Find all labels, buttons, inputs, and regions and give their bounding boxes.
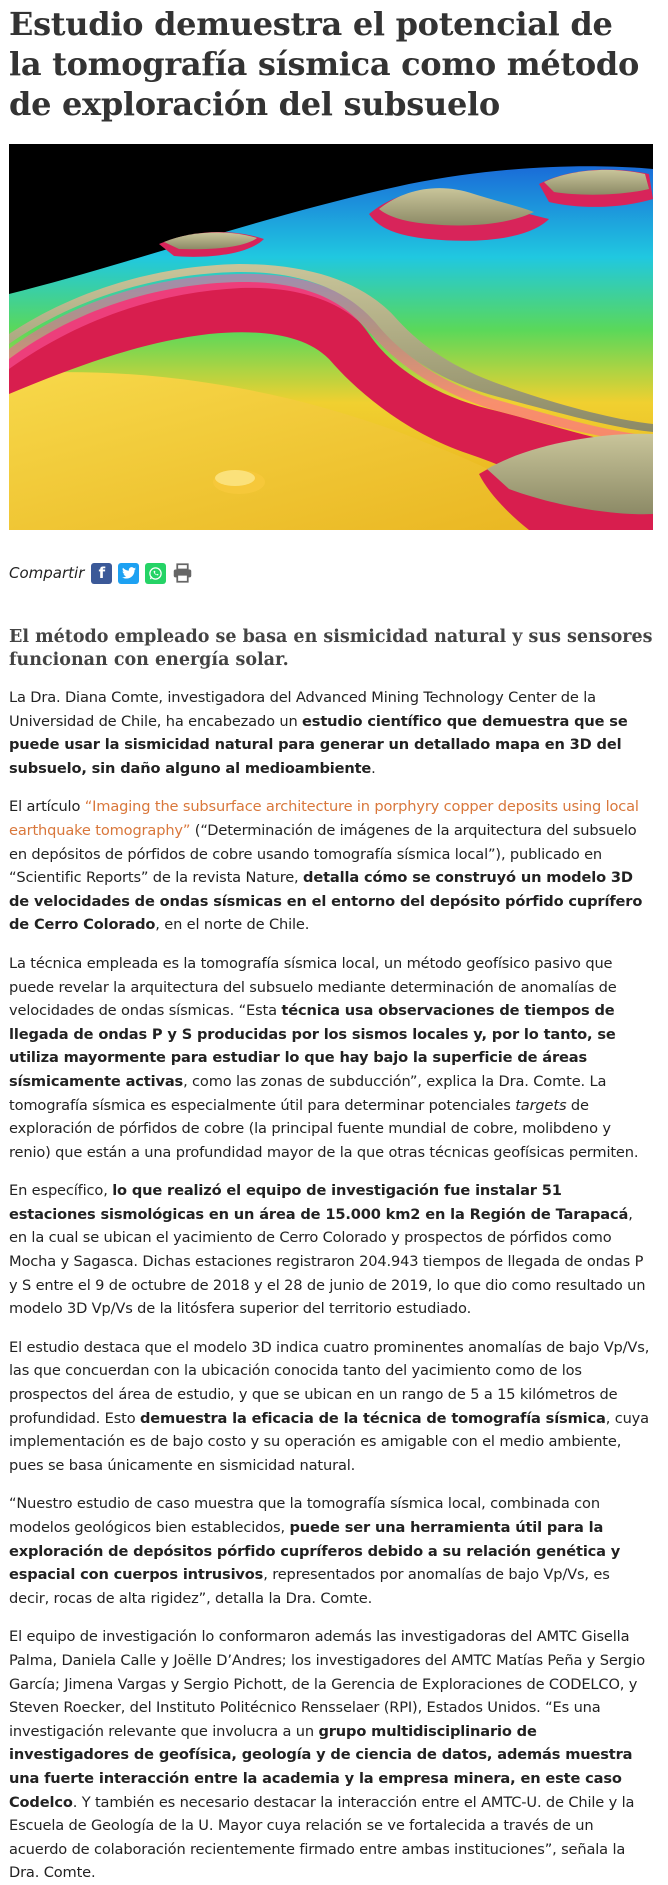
text-run: , en la cual se ubican el yacimiento de Cerro Colorado y prospectos de pórfidos como Mocha y Sagasca. Dichas estaciones registraron 204.943 tiempos de llegada de ondas P y S entre el 9 de octubre de 2018 y el 28 de junio de 2019, lo que dio como resultado un modelo 3D Vp/Vs de la litósfera superior del territorio estudiado. <box>9 1205 646 1318</box>
bold-text: técnica usa observaciones de tiempos de llegada de ondas P y S producidas por los sismos locales y, por lo tanto, se utiliza mayormente para estudiar lo que hay bajo la superficie de áreas sísmicamente activas <box>9 1002 616 1090</box>
bold-text: puede ser una herramienta útil para la exploración de depósitos pórfido cupríferos debido a su relación genética y espacial con cuerpos intrusivos <box>9 1519 621 1584</box>
share-bar <box>9 560 653 586</box>
paragraph <box>9 1336 653 1478</box>
twitter-icon[interactable] <box>118 563 139 584</box>
paragraph <box>9 1179 653 1321</box>
text-run: El estudio destaca que el modelo 3D indica cuatro prominentes anomalías de bajo Vp/Vs, las que concuerdan con la ubicación conocida tanto del yacimiento como de los prospectos del área de estudio, y que se ubican en un rango de 5 a 15 kilómetros de profundidad. Esto <box>9 1338 650 1427</box>
article-link[interactable]: “Imaging the subsurface architecture in porphyry copper deposits using local earthquake tomography” <box>9 798 639 839</box>
article-title: Estudio demuestra el potencial de la tomografía sísmica como método de exploración del subsuelo <box>9 5 640 123</box>
italic-text: targets <box>515 1096 567 1114</box>
text-run: . Y también es necesario destacar la interacción entre el AMTC-U. de Chile y la Escuela de Geología de la U. Mayor cuya relación se ve fortalecida a través de un acuerdo de colaboración recientemente firmado entre ambas instituciones”, señala la Dra. Comte. <box>9 1793 635 1882</box>
whatsapp-icon[interactable] <box>145 563 166 584</box>
bold-text: detalla cómo se construyó un modelo 3D de velocidades de ondas sísmicas en el entorno del depósito pórfido cuprífero de Cerro Colorado <box>9 869 643 934</box>
share-label: Compartir <box>9 564 85 582</box>
text-run: , cuya implementación es de bajo costo y su operación es amigable con el medio ambiente, pues se basa únicamente en sismicidad natural. <box>9 1409 649 1474</box>
bold-text: grupo multidisciplinario de investigadores de geofísica, geología y de ciencia de datos, además muestra una fuerte interacción entre la academia y la empresa minera, en este caso Codelco <box>9 1722 633 1811</box>
text-run: El equipo de investigación lo conformaron además las investigadoras del AMTC Gisella Palma, Daniela Calle y Joëlle D’Andres; los investigadores del AMTC Matías Peña y Sergio García; Jimena Vargas y Sergio Pichott, de la Gerencia de Exploraciones de CODELCO, y Steven Roecker, del Instituto Politécnico Rensselaer (RPI), Estados Unidos. “Es una investigación relevante que involucra a un <box>9 1628 646 1740</box>
paragraph <box>9 952 653 1164</box>
bold-text: demuestra la eficacia de la técnica de tomografía sísmica <box>140 1409 606 1427</box>
print-icon[interactable] <box>172 563 193 584</box>
text-run: de exploración de pórfidos de cobre (la principal fuente mundial de cobre, molibdeno y renio) que están a una profundidad mayor de la que otras técnicas geofísicas permiten. <box>9 1096 639 1161</box>
text-run: “Nuestro estudio de caso muestra que la tomografía sísmica local, combinada con modelos geológicos bien establecidos, <box>9 1495 600 1536</box>
bold-text: lo que realizó el equipo de investigación fue instalar 51 estaciones sismológicas en un área de 15.000 km2 en la Región de Tarapacá <box>9 1182 629 1223</box>
seismic-terrain-image <box>9 144 653 530</box>
text-run: En específico, <box>9 1182 113 1200</box>
bold-text: estudio científico que demuestra que se puede usar la sismicidad natural para generar un detallado mapa en 3D del subsuelo, sin daño alguno al medioambiente <box>9 712 628 777</box>
text-run: , en el norte de Chile. <box>155 916 310 934</box>
article-subtitle: El método empleado se basa en sismicidad natural y sus sensores funcionan con energía solar. <box>9 627 653 670</box>
article-body <box>9 686 653 1885</box>
paragraph <box>9 795 653 937</box>
text-run: (“Determinación de imágenes de la arquitectura del subsuelo en depósitos de pórfidos de cobre usando tomografía sísmica local”), publicado en “Scientific Reports” de la revista Nature, <box>9 821 637 887</box>
text-run: El artículo <box>9 798 85 816</box>
text-run: . <box>371 759 376 777</box>
text-run: La técnica empleada es la tomografía sísmica local, un método geofísico pasivo que puede revelar la arquitectura del subsuelo mediante determinación de anomalías de velocidades de ondas sísmicas. “Esta <box>9 954 617 1020</box>
facebook-icon[interactable]: f <box>91 563 112 584</box>
article <box>0 4 668 1885</box>
paragraph <box>9 686 653 780</box>
text-run: La Dra. Diana Comte, investigadora del Advanced Mining Technology Center de la Universidad de Chile, ha encabezado un <box>9 689 596 730</box>
paragraph <box>9 1625 653 1885</box>
text-run: , representados por anomalías de bajo Vp/Vs, es decir, rocas de alta rigidez”, detalla la Dra. Comte. <box>9 1566 610 1607</box>
text-run: , como las zonas de subducción”, explica la Dra. Comte. La tomografía sísmica es especialmente útil para determinar potenciales <box>9 1072 607 1114</box>
paragraph <box>9 1492 653 1610</box>
hero-image <box>9 144 653 530</box>
